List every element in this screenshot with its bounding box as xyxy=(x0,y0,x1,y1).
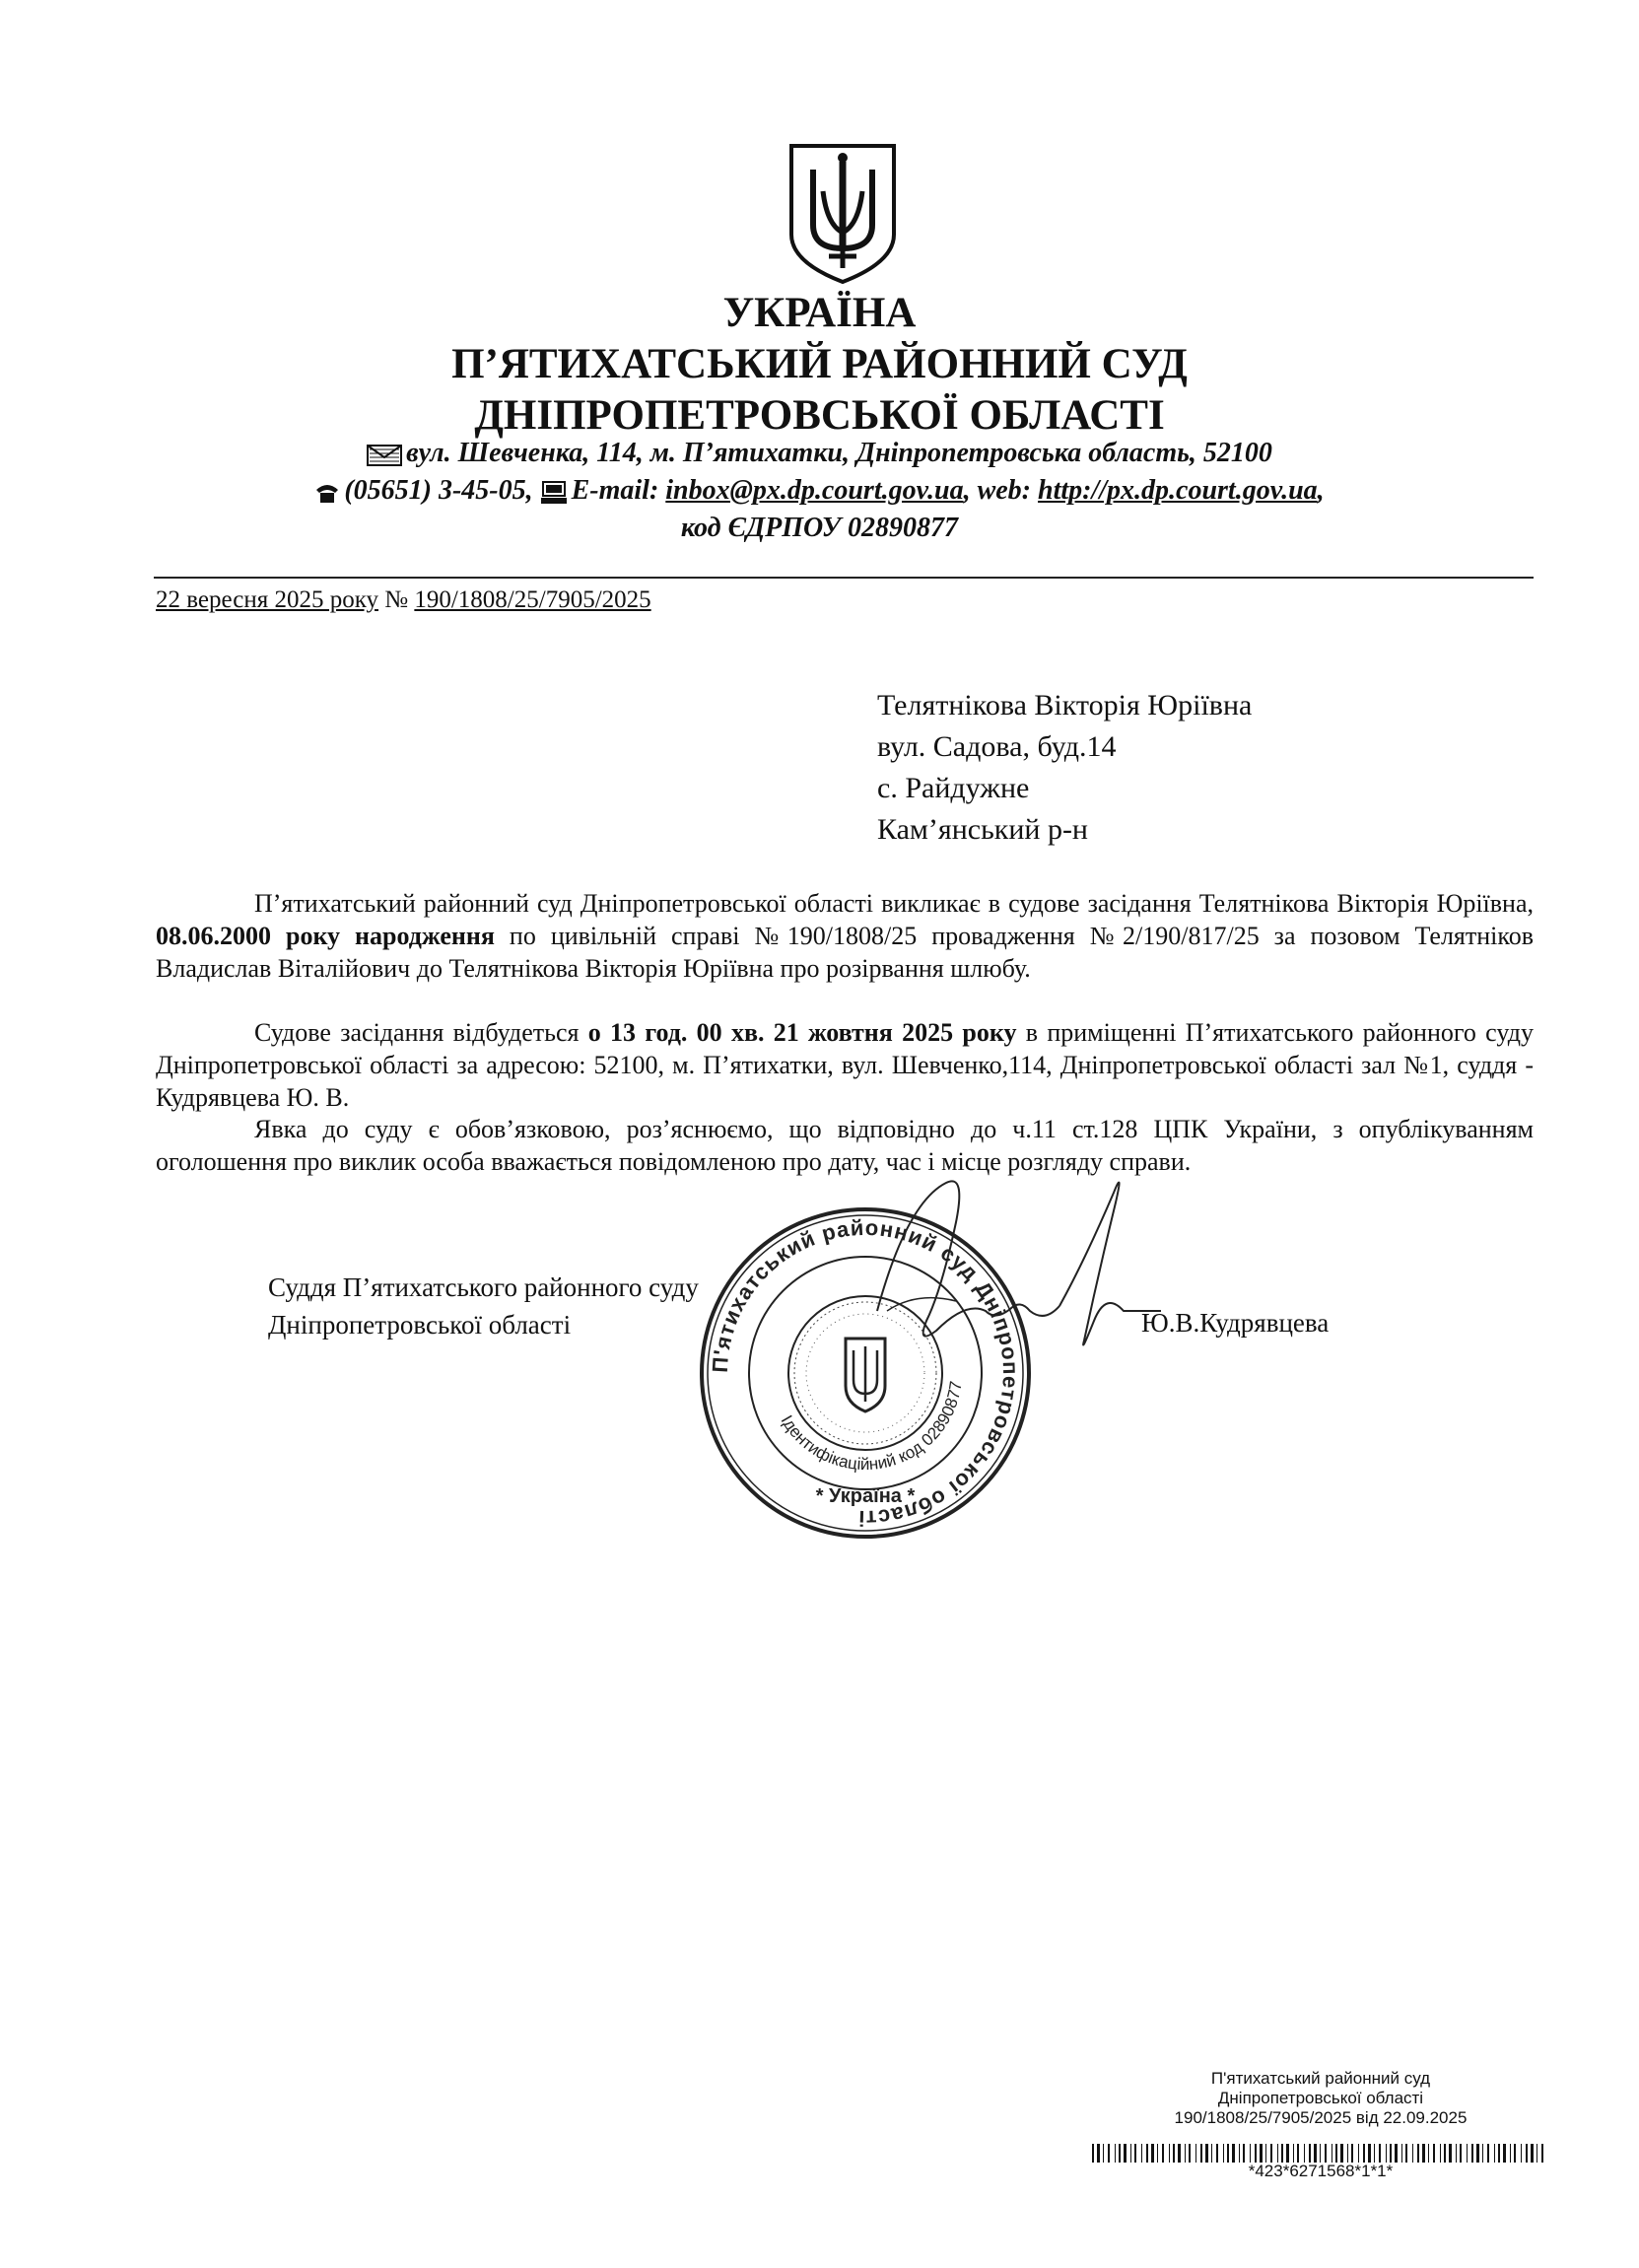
envelope-icon xyxy=(367,445,402,466)
barcode-bar xyxy=(1335,2144,1337,2163)
barcode-bar xyxy=(1514,2144,1516,2163)
barcode-bar xyxy=(1460,2144,1462,2163)
barcode-bar xyxy=(1379,2144,1381,2163)
barcode-bar xyxy=(1374,2144,1375,2163)
barcode-bar xyxy=(1304,2144,1305,2163)
barcode-bar xyxy=(1314,2144,1317,2163)
barcode-bar xyxy=(1195,2144,1196,2163)
court-phone: (05651) 3-45-05, xyxy=(344,475,533,506)
barcode-bar xyxy=(1178,2144,1181,2163)
email-label: E-mail: xyxy=(571,475,659,506)
barcode-bar xyxy=(1440,2144,1441,2163)
judge-name: Ю.В.Кудрявцева xyxy=(1141,1308,1330,1338)
phone-icon xyxy=(314,482,340,504)
stamp-court-line2: Дніпропетровської області xyxy=(1217,2089,1424,2107)
barcode-bar xyxy=(1141,2144,1142,2163)
barcode-bar xyxy=(1189,2144,1191,2163)
judge-position-line1: Суддя П’ятихатського районного суду xyxy=(268,1272,699,1302)
court-address-line xyxy=(0,436,1639,471)
barcode-bar xyxy=(1223,2144,1224,2163)
recipient-street: вул. Садова, буд.14 xyxy=(877,730,1117,763)
p1-birth-date: 08.06.2000 року народження xyxy=(156,922,495,950)
outgoing-registration xyxy=(156,584,651,617)
barcode-bar xyxy=(1255,2144,1257,2163)
barcode-bar xyxy=(1286,2144,1289,2163)
barcode-bar xyxy=(1260,2144,1263,2163)
computer-icon xyxy=(540,481,568,505)
barcode-bar xyxy=(1521,2144,1522,2163)
barcode-bar xyxy=(1347,2144,1348,2163)
barcode-bar xyxy=(1146,2144,1148,2163)
barcode-bar xyxy=(1097,2144,1100,2163)
barcode-bar xyxy=(1200,2144,1202,2163)
barcode-bar xyxy=(1417,2144,1419,2163)
barcode-bar xyxy=(1250,2144,1251,2163)
barcode-bar xyxy=(1173,2144,1175,2163)
barcode-bar xyxy=(1216,2144,1218,2163)
barcode-bar xyxy=(1157,2144,1158,2163)
p1-text-b: по цивільній справі №190/1808/25 провадження №2/190/817/25 за позовом Телятніков Владислав Віталійович до Телятнікова Вікторія Юріївна про розірвання шлюбу. xyxy=(156,922,1534,983)
summons-paragraph-3 xyxy=(156,1113,1534,1178)
barcode-bar xyxy=(1151,2144,1154,2163)
country-title: УКРАЇНА xyxy=(722,290,917,336)
recipient-district: Кам’янський р-н xyxy=(877,813,1088,846)
barcode-icon xyxy=(1092,2144,1545,2163)
p1-text-a: П’ятихатський районний суд Дніпропетровської області викликає в судове засідання Телятнікова Вікторія Юріївна, xyxy=(254,889,1534,918)
barcode-bar xyxy=(1211,2144,1212,2163)
barcode-bar xyxy=(1498,2144,1500,2163)
barcode-bar xyxy=(1467,2144,1468,2163)
barcode-bar xyxy=(1227,2144,1229,2163)
number-sign: № xyxy=(384,586,409,613)
barcode-bar xyxy=(1526,2144,1528,2163)
stamp-court-line1: П'ятихатський районний суд xyxy=(1210,2069,1431,2088)
registration-stamp xyxy=(1084,2069,1557,2128)
barcode-bar xyxy=(1444,2144,1446,2163)
court-address: вул. Шевченка, 114, м. П’ятихатки, Дніпропетровська область, 52100 xyxy=(406,438,1272,468)
barcode-bar xyxy=(1395,2144,1398,2163)
summons-paragraph-1 xyxy=(156,887,1534,985)
barcode-bar xyxy=(1092,2144,1094,2163)
court-email-link[interactable]: inbox@px.dp.court.gov.ua xyxy=(665,475,964,506)
p2-text-b: в приміщенні П’ятихатського районного суду Дніпропетровської області за адресою: 52100, м. П’ятихатки, вул. Шевченко,114, Дніпропетровської області зал №1, суддя - Кудрявцева Ю. В. xyxy=(156,1018,1534,1112)
seal-inner-text: Ідентифікаційний код 02890877 xyxy=(777,1379,966,1475)
barcode-bar xyxy=(1340,2144,1343,2163)
barcode-bar xyxy=(1494,2144,1495,2163)
barcode-bar xyxy=(1134,2144,1136,2163)
barcode-bar xyxy=(1390,2144,1392,2163)
barcode-bar xyxy=(1162,2144,1164,2163)
barcode-bar xyxy=(1363,2144,1365,2163)
barcode-bar xyxy=(1456,2144,1457,2163)
court-name-line2: ДНІПРОПЕТРОВСЬКОЇ ОБЛАСТІ xyxy=(474,392,1165,439)
web-label: , web: xyxy=(963,475,1032,506)
barcode-bar xyxy=(1309,2144,1311,2163)
barcode-bar xyxy=(1401,2144,1402,2163)
registration-date: 22 вересня 2025 року xyxy=(156,586,378,613)
barcode-bar xyxy=(1422,2144,1425,2163)
court-edrpou: код ЄДРПОУ 02890877 xyxy=(680,513,959,543)
barcode-bar xyxy=(1531,2144,1534,2163)
p2-hearing-time: о 13 год. 00 хв. 21 жовтня 2025 року xyxy=(587,1018,1017,1047)
barcode-bar xyxy=(1108,2144,1110,2163)
barcode-bar xyxy=(1386,2144,1387,2163)
p3-text: Явка до суду є обов’язковою, роз’яснюємо, що відповідно до ч.11 ст.128 ЦПК України, з опублікуванням оголошення про виклик особа вважається повідомленою про дату, час і місце розгляду справи. xyxy=(156,1115,1534,1176)
barcode-bar xyxy=(1428,2144,1429,2163)
judge-position-line2: Дніпропетровської області xyxy=(268,1310,572,1340)
barcode-bar xyxy=(1405,2144,1407,2163)
coat-of-arms-icon xyxy=(784,140,902,286)
stamp-registration-line: 190/1808/25/7905/2025 від 22.09.2025 xyxy=(1174,2108,1468,2127)
recipient-name: Телятнікова Вікторія Юріївна xyxy=(877,689,1253,722)
judge-position xyxy=(268,1269,699,1343)
barcode-bar xyxy=(1412,2144,1413,2163)
p2-text-a: Судове засідання відбудеться xyxy=(254,1018,588,1047)
svg-text:Ідентифікаційний код 02890877 xyxy=(778,1380,966,1474)
web-suffix: , xyxy=(1317,475,1325,506)
barcode-bar xyxy=(1169,2144,1170,2163)
barcode-bar xyxy=(1325,2144,1327,2163)
summons-paragraph-2 xyxy=(156,1016,1534,1114)
barcode-bar xyxy=(1449,2144,1452,2163)
seal-outer-text: П'ятихатський районний суд Дніпропетровської області xyxy=(707,1214,1024,1532)
barcode-bar xyxy=(1115,2144,1116,2163)
judge-signature xyxy=(848,1163,1163,1360)
barcode-bar xyxy=(1124,2144,1127,2163)
barcode-bar xyxy=(1471,2144,1473,2163)
barcode-bar xyxy=(1243,2144,1245,2163)
barcode-bar xyxy=(1433,2144,1435,2163)
barcode-bar xyxy=(1541,2144,1543,2163)
barcode-bar xyxy=(1270,2144,1272,2163)
barcode-bar xyxy=(1265,2144,1266,2163)
barcode-bar xyxy=(1482,2144,1483,2163)
barcode-bar xyxy=(1185,2144,1186,2163)
barcode-bar xyxy=(1130,2144,1131,2163)
barcode-bar xyxy=(1277,2144,1278,2163)
barcode-bar xyxy=(1510,2144,1511,2163)
court-name-line1: П’ЯТИХАТСЬКИЙ РАЙОННИЙ СУД xyxy=(451,341,1188,387)
barcode-bar xyxy=(1297,2144,1299,2163)
recipient-village: с. Райдужне xyxy=(877,772,1030,804)
barcode-bar xyxy=(1358,2144,1359,2163)
barcode-bar xyxy=(1368,2144,1371,2163)
barcode-bar xyxy=(1293,2144,1294,2163)
barcode-bar xyxy=(1281,2144,1283,2163)
barcode-bar xyxy=(1119,2144,1121,2163)
registration-number: 190/1808/25/7905/2025 xyxy=(414,586,651,613)
court-website-link[interactable]: http://px.dp.court.gov.ua xyxy=(1038,475,1318,506)
barcode-bar xyxy=(1476,2144,1479,2163)
court-contacts-line xyxy=(0,473,1639,509)
header-divider xyxy=(154,577,1534,579)
barcode-text: *423*6271568*1*1* xyxy=(1248,2162,1394,2180)
seal-bottom-text: * Україна * xyxy=(815,1485,916,1507)
barcode-bar xyxy=(1320,2144,1321,2163)
barcode-bar xyxy=(1205,2144,1208,2163)
barcode-bar xyxy=(1487,2144,1489,2163)
barcode-bar xyxy=(1503,2144,1506,2163)
barcode-bar xyxy=(1103,2144,1104,2163)
barcode-bar xyxy=(1239,2144,1240,2163)
barcode-bar xyxy=(1351,2144,1353,2163)
barcode-bar xyxy=(1232,2144,1235,2163)
